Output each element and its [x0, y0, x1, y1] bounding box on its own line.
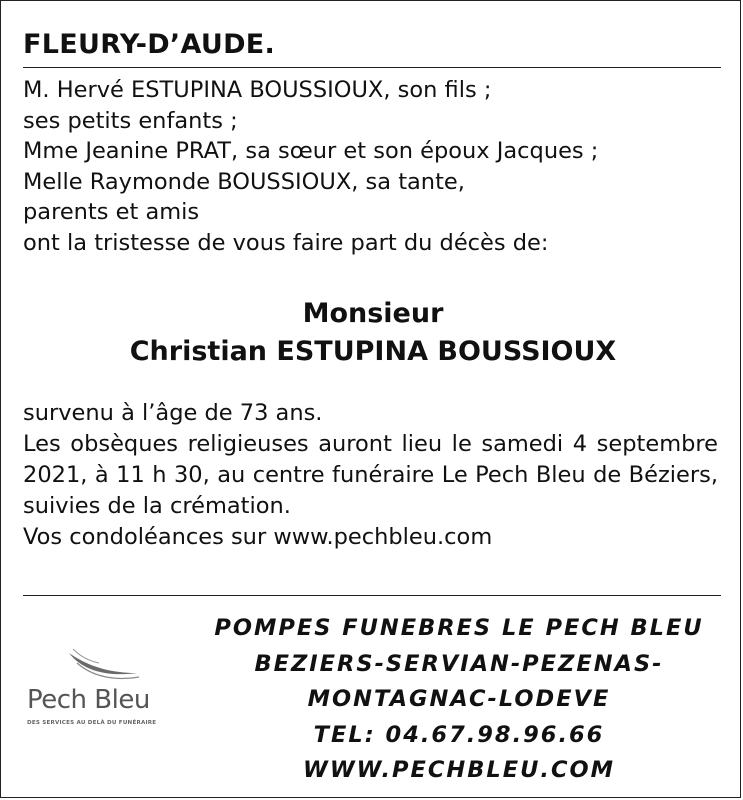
notice-heading: FLEURY-D’AUDE. — [23, 29, 276, 60]
ceremony-text: Les obsèques religieuses auront lieu le samedi 4 septembre 2021, à 11 h 30, au centre funéraire Le Pech Bleu de Béziers, suivies de la crémation. — [23, 431, 718, 519]
condolences-line: Vos condoléances sur www.pechbleu.com — [23, 524, 493, 550]
funeral-home-line: BEZIERS-SERVIAN-PEZENAS- — [254, 650, 664, 677]
funeral-home-phone: TEL: 04.67.98.96.66 — [313, 721, 605, 748]
logo-tagline: DES SERVICES AU DELÀ DU FUNÉRAIRE — [27, 720, 157, 726]
funeral-details — [23, 398, 718, 553]
family-line: ont la tristesse de vous faire part du décès de: — [23, 229, 549, 256]
pech-bleu-logo — [21, 647, 199, 737]
family-line: parents et amis — [23, 199, 200, 225]
family-line: Melle Raymonde BOUSSIOUX, sa tante, — [23, 168, 465, 195]
age-line: survenu à l’âge de 73 ans. — [23, 400, 323, 426]
family-line: M. Hervé ESTUPINA BOUSSIOUX, son fils ; — [23, 77, 492, 103]
family-line: ses petits enfants ; — [23, 107, 238, 134]
swoosh-bird-icon — [63, 647, 143, 687]
family-line: Mme Jeanine PRAT, sa sœur et son époux Jacques ; — [23, 138, 599, 164]
funeral-home-line: MONTAGNAC-LODEVE — [307, 686, 611, 712]
funeral-home-line: POMPES FUNEBRES LE PECH BLEU — [214, 615, 704, 641]
family-announcement — [23, 75, 723, 258]
deceased-block — [23, 295, 723, 371]
bottom-divider — [23, 595, 721, 596]
deceased-name: Christian ESTUPINA BOUSSIOUX — [129, 336, 617, 367]
top-divider — [23, 67, 721, 68]
logo-name: Pech Bleu — [27, 685, 150, 715]
funeral-home-info — [189, 611, 729, 789]
deceased-title: Monsieur — [302, 298, 444, 329]
funeral-home-website: WWW.PECHBLEU.COM — [303, 757, 615, 783]
